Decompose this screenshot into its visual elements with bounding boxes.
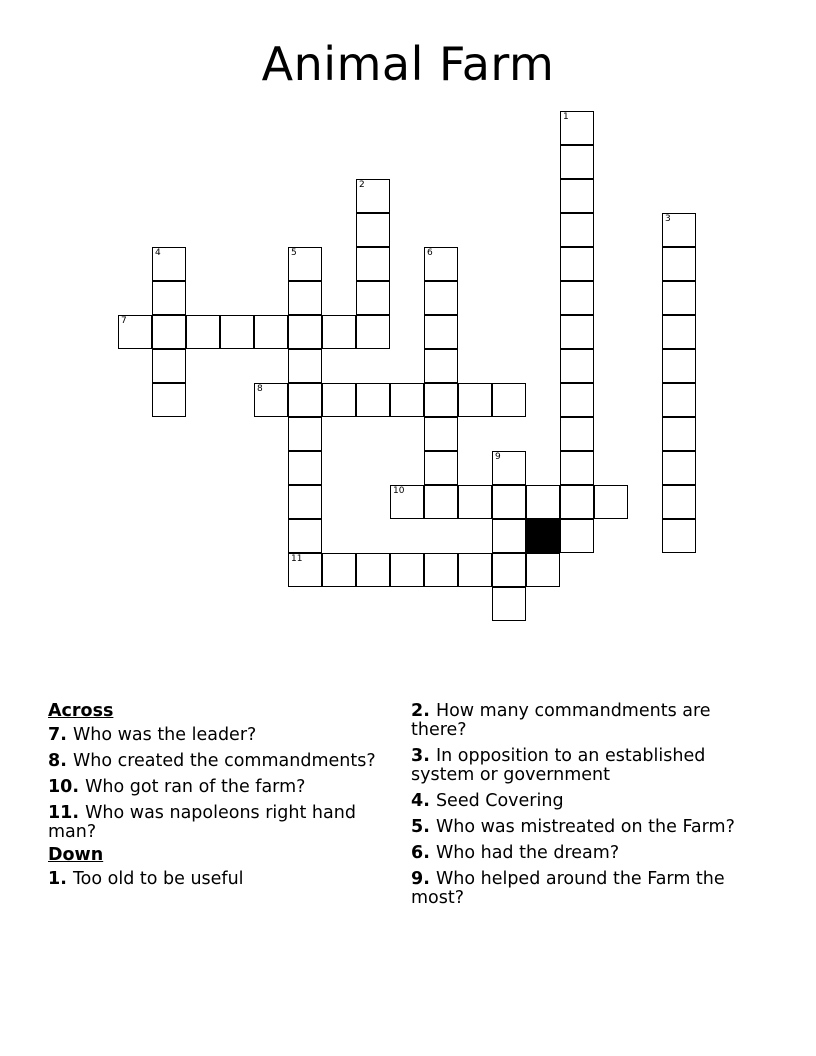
crossword-cell[interactable] xyxy=(152,247,186,281)
crossword-cell[interactable] xyxy=(560,383,594,417)
crossword-cell[interactable] xyxy=(526,553,560,587)
crossword-cell[interactable] xyxy=(220,315,254,349)
crossword-cell[interactable] xyxy=(288,247,322,281)
crossword-cell[interactable] xyxy=(424,451,458,485)
crossword-cell[interactable] xyxy=(560,451,594,485)
crossword-cell[interactable] xyxy=(118,315,152,349)
crossword-cell[interactable] xyxy=(560,145,594,179)
crossword-cell[interactable] xyxy=(492,383,526,417)
crossword-cell[interactable] xyxy=(424,553,458,587)
crossword-cell[interactable] xyxy=(390,383,424,417)
crossword-cell[interactable] xyxy=(152,315,186,349)
cell-number: 4 xyxy=(155,248,161,258)
crossword-cell[interactable] xyxy=(288,349,322,383)
crossword-cell[interactable] xyxy=(186,315,220,349)
crossword-cell[interactable] xyxy=(560,111,594,145)
crossword-cell[interactable] xyxy=(322,383,356,417)
clues-left-column xyxy=(48,702,378,896)
crossword-cell[interactable] xyxy=(662,213,696,247)
crossword-cell[interactable] xyxy=(424,485,458,519)
crossword-cell[interactable] xyxy=(492,587,526,621)
cell-number: 1 xyxy=(563,112,569,122)
crossword-cell[interactable] xyxy=(492,451,526,485)
crossword-cell[interactable] xyxy=(560,315,594,349)
crossword-cell[interactable] xyxy=(662,485,696,519)
crossword-cell[interactable] xyxy=(662,417,696,451)
clue-across-10: 10. Who got ran of the farm? xyxy=(48,777,306,797)
page-title: Animal Farm xyxy=(261,37,555,91)
crossword-cell[interactable] xyxy=(560,213,594,247)
crossword-cell[interactable] xyxy=(152,281,186,315)
down-heading: Down xyxy=(48,845,104,865)
clues-right-column xyxy=(411,702,741,915)
cell-number: 6 xyxy=(427,248,433,258)
clue-across-8: 8. Who created the commandments? xyxy=(48,751,376,771)
crossword-cell[interactable] xyxy=(356,179,390,213)
crossword-cell[interactable] xyxy=(560,281,594,315)
crossword-cell[interactable] xyxy=(424,315,458,349)
crossword-cell[interactable] xyxy=(424,349,458,383)
crossword-cell[interactable] xyxy=(424,417,458,451)
crossword-cell[interactable] xyxy=(424,281,458,315)
crossword-cell[interactable] xyxy=(594,485,628,519)
crossword-cell[interactable] xyxy=(152,349,186,383)
crossword-cell[interactable] xyxy=(424,247,458,281)
crossword-cell[interactable] xyxy=(662,451,696,485)
crossword-cell[interactable] xyxy=(288,315,322,349)
crossword-cell[interactable] xyxy=(662,349,696,383)
crossword-cell[interactable] xyxy=(356,281,390,315)
crossword-cell[interactable] xyxy=(458,553,492,587)
crossword-cell[interactable] xyxy=(492,553,526,587)
blocked-cell xyxy=(526,519,560,553)
crossword-cell[interactable] xyxy=(560,485,594,519)
clue-across-11: 11. Who was napoleons right hand man? xyxy=(48,803,356,842)
crossword-cell[interactable] xyxy=(458,383,492,417)
cell-number: 8 xyxy=(257,384,263,394)
crossword-cell[interactable] xyxy=(288,553,322,587)
crossword-cell[interactable] xyxy=(288,519,322,553)
crossword-cell[interactable] xyxy=(492,519,526,553)
clue-down-2: 2. How many commandments are there? xyxy=(411,701,711,740)
crossword-cell[interactable] xyxy=(288,383,322,417)
crossword-cell[interactable] xyxy=(662,383,696,417)
crossword-cell[interactable] xyxy=(492,485,526,519)
crossword-cell[interactable] xyxy=(560,247,594,281)
cell-number: 10 xyxy=(393,486,405,496)
crossword-cell[interactable] xyxy=(662,519,696,553)
crossword-cell[interactable] xyxy=(526,485,560,519)
crossword-cell[interactable] xyxy=(356,213,390,247)
cell-number: 9 xyxy=(495,452,501,462)
crossword-cell[interactable] xyxy=(560,417,594,451)
clue-down-1: 1. Too old to be useful xyxy=(48,869,244,889)
clue-down-5: 5. Who was mistreated on the Farm? xyxy=(411,817,735,837)
crossword-cell[interactable] xyxy=(356,315,390,349)
cell-number: 7 xyxy=(121,316,127,326)
crossword-cell[interactable] xyxy=(662,281,696,315)
crossword-cell[interactable] xyxy=(288,451,322,485)
crossword-cell[interactable] xyxy=(424,383,458,417)
crossword-cell[interactable] xyxy=(662,315,696,349)
crossword-cell[interactable] xyxy=(390,553,424,587)
cell-number: 2 xyxy=(359,180,365,190)
crossword-cell[interactable] xyxy=(356,247,390,281)
crossword-cell[interactable] xyxy=(458,485,492,519)
clue-down-4: 4. Seed Covering xyxy=(411,791,564,811)
crossword-cell[interactable] xyxy=(560,349,594,383)
crossword-cell[interactable] xyxy=(356,383,390,417)
crossword-cell[interactable] xyxy=(254,315,288,349)
cell-number: 5 xyxy=(291,248,297,258)
crossword-cell[interactable] xyxy=(356,553,390,587)
crossword-cell[interactable] xyxy=(288,417,322,451)
crossword-cell[interactable] xyxy=(662,247,696,281)
cell-number: 11 xyxy=(291,554,303,564)
crossword-cell[interactable] xyxy=(560,519,594,553)
across-heading: Across xyxy=(48,701,114,721)
crossword-cell[interactable] xyxy=(560,179,594,213)
clue-across-7: 7. Who was the leader? xyxy=(48,725,257,745)
clue-down-6: 6. Who had the dream? xyxy=(411,843,620,863)
crossword-cell[interactable] xyxy=(322,553,356,587)
crossword-cell[interactable] xyxy=(390,485,424,519)
crossword-cell[interactable] xyxy=(288,485,322,519)
clue-down-9: 9. Who helped around the Farm the most? xyxy=(411,869,725,908)
crossword-cell[interactable] xyxy=(288,281,322,315)
clue-down-3: 3. In opposition to an established system or government xyxy=(411,746,706,785)
crossword-cell[interactable] xyxy=(152,383,186,417)
crossword-cell[interactable] xyxy=(322,315,356,349)
cell-number: 3 xyxy=(665,214,671,224)
crossword-cell[interactable] xyxy=(254,383,288,417)
